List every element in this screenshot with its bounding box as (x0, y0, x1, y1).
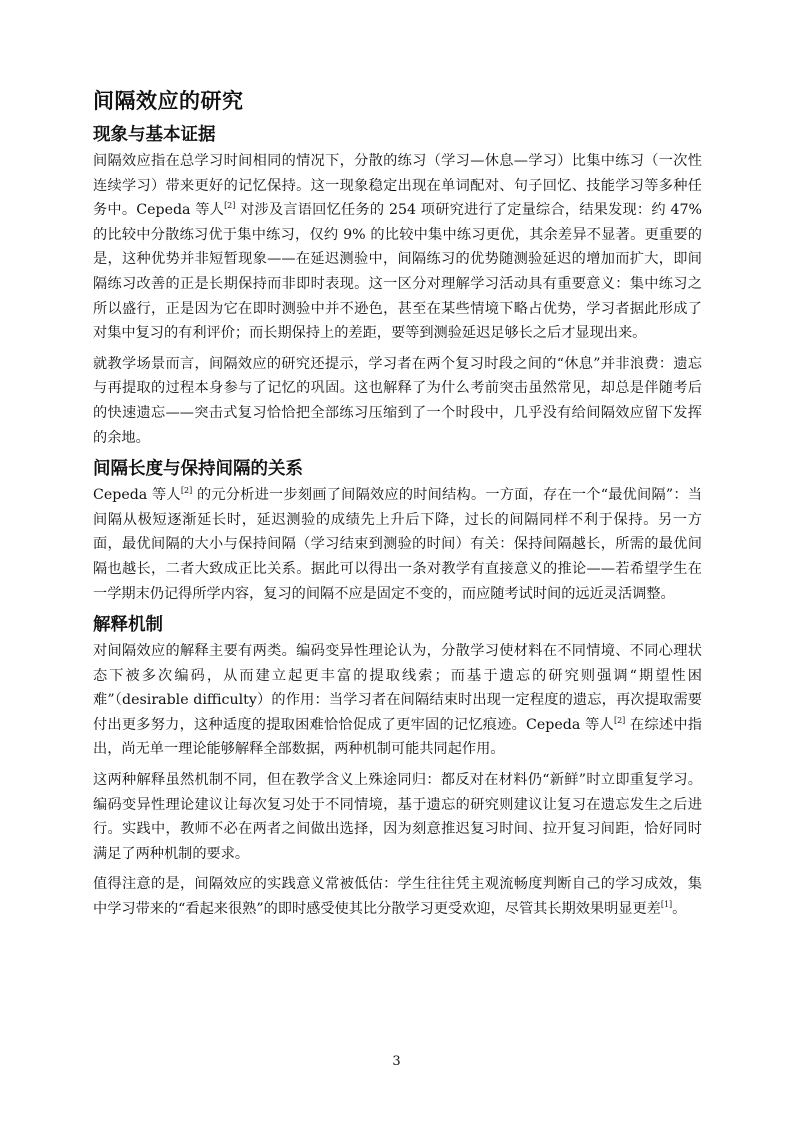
paragraph-text: 就教学场景而言，间隔效应的研究还提示，学习者在两个复习时段之间的“休息”并非浪费：遗忘与再提取的过程本身参与了记忆的巩固。这也解释了为什么考前突击虽然常见，却总是伴随考后的快速遗忘——突击式复习恰恰把全部练习压缩到了一个时段中，几乎没有给间隔效应留下发挥的余地。 (93, 355, 702, 446)
citation-ref[interactable]: [2] (224, 201, 236, 211)
citation-ref[interactable]: [2] (180, 486, 193, 496)
paragraph (93, 352, 702, 450)
paragraph-text: 的元分析进一步刻画了间隔效应的时间结构。一方面，存在一个“最优间隔”：当间隔从极短逐渐延长时，延迟测验的成绩先上升后下降，过长的间隔同样不利于保持。另一方面，最优间隔的大小与保持间隔（学习结束到测验的时间）有关：保持间隔越长，所需的最优间隔也越长，二者大致成正比关系。据此可以得出一条对教学有直接意义的推论——若希望学生在一学期末仍记得所学内容，复习的间隔不应是固定不变的，而应随考试时间的远近灵活调整。 (93, 487, 702, 602)
paragraph (93, 768, 702, 866)
page-number: 3 (392, 1054, 401, 1069)
page-content (93, 86, 702, 928)
section-mechanisms (93, 612, 702, 922)
paragraph (93, 483, 702, 606)
paragraph (93, 872, 702, 921)
paragraph-text: 在综述中指出，尚无单一理论能够解释全部数据，两种机制可能共同起作用。 (93, 716, 702, 758)
page-title: 间隔效应的研究 (93, 89, 244, 113)
paragraph-text: 对涉及言语回忆任务的 254 项研究进行了定量综合，结果发现：约 47% 的比较中分散练习优于集中练习，仅约 9% 的比较中集中练习更优，其余差异不显著。更重要的是，这种优势并非短暂现象——在延迟测验中，间隔练习的优势随测验延迟的增加而扩大，即间隔练习改善的正是长期保持而非即时表现。这一区分对理解学习活动具有重要意义：集中练习之所以盛行，正是因为它在即时测验中并不逊色，甚至在某些情境下略占优势，学习者据此形成了对集中复习的有利评价；而长期保持上的差距，要等到测验延迟足够长之后才显现出来。 (93, 202, 703, 342)
paragraph (93, 149, 702, 346)
paragraph-text: 这两种解释虽然机制不同，但在教学含义上殊途同归：都反对在材料仍“新鲜”时立即重复学习。编码变异性理论建议让每次复习处于不同情境，基于遗忘的研究则建议让复习在遗忘发生之后进行。实践中，教师不必在两者之间做出选择，因为刻意推迟复习时间、拉开复习间距，恰好同时满足了两种机制的要求。 (93, 772, 702, 862)
section-interval-length (93, 456, 702, 606)
citation-ref[interactable]: [1] (660, 900, 673, 910)
paragraph-text: Cepeda 等人 (93, 487, 181, 504)
section-heading: 现象与基本证据 (93, 125, 216, 145)
paragraph (93, 639, 702, 762)
paragraph-text: 间隔效应指在总学习时间相同的情况下，分散的练习（学习—休息—学习）比集中练习（一次性连续学习）带来更好的记忆保持。这一现象稳定出现在单词配对、句子回忆、技能学习等多种任务中。Cepeda 等人 (93, 153, 702, 219)
section-heading: 间隔长度与保持间隔的关系 (93, 459, 303, 480)
section-heading: 解释机制 (93, 615, 163, 636)
paragraph-text: 值得注意的是，间隔效应的实践意义常被低估：学生往往凭主观流畅度判断自己的学习成效，集中学习带来的“看起来很熟”的即时感受使其比分散学习更受欢迎，尽管其长期效果明显更差 (93, 876, 702, 918)
paragraph-text: 。 (672, 901, 687, 918)
citation-ref[interactable]: [2] (613, 715, 626, 725)
paragraph-text: 对间隔效应的解释主要有两类。编码变异性理论认为，分散学习使材料在不同情境、不同心理状态下被多次编码，从而建立起更丰富的提取线索；而基于遗忘的研究则强调“期望性困难”（desirable difficulty）的作用：当学习者在间隔结束时出现一定程度的遗忘，再次提取需要付出更多努力，这种适度的提取困难恰恰促成了更牢固的记忆痕迹。Cepeda 等人 (93, 643, 702, 733)
section-phenomena (93, 122, 702, 450)
